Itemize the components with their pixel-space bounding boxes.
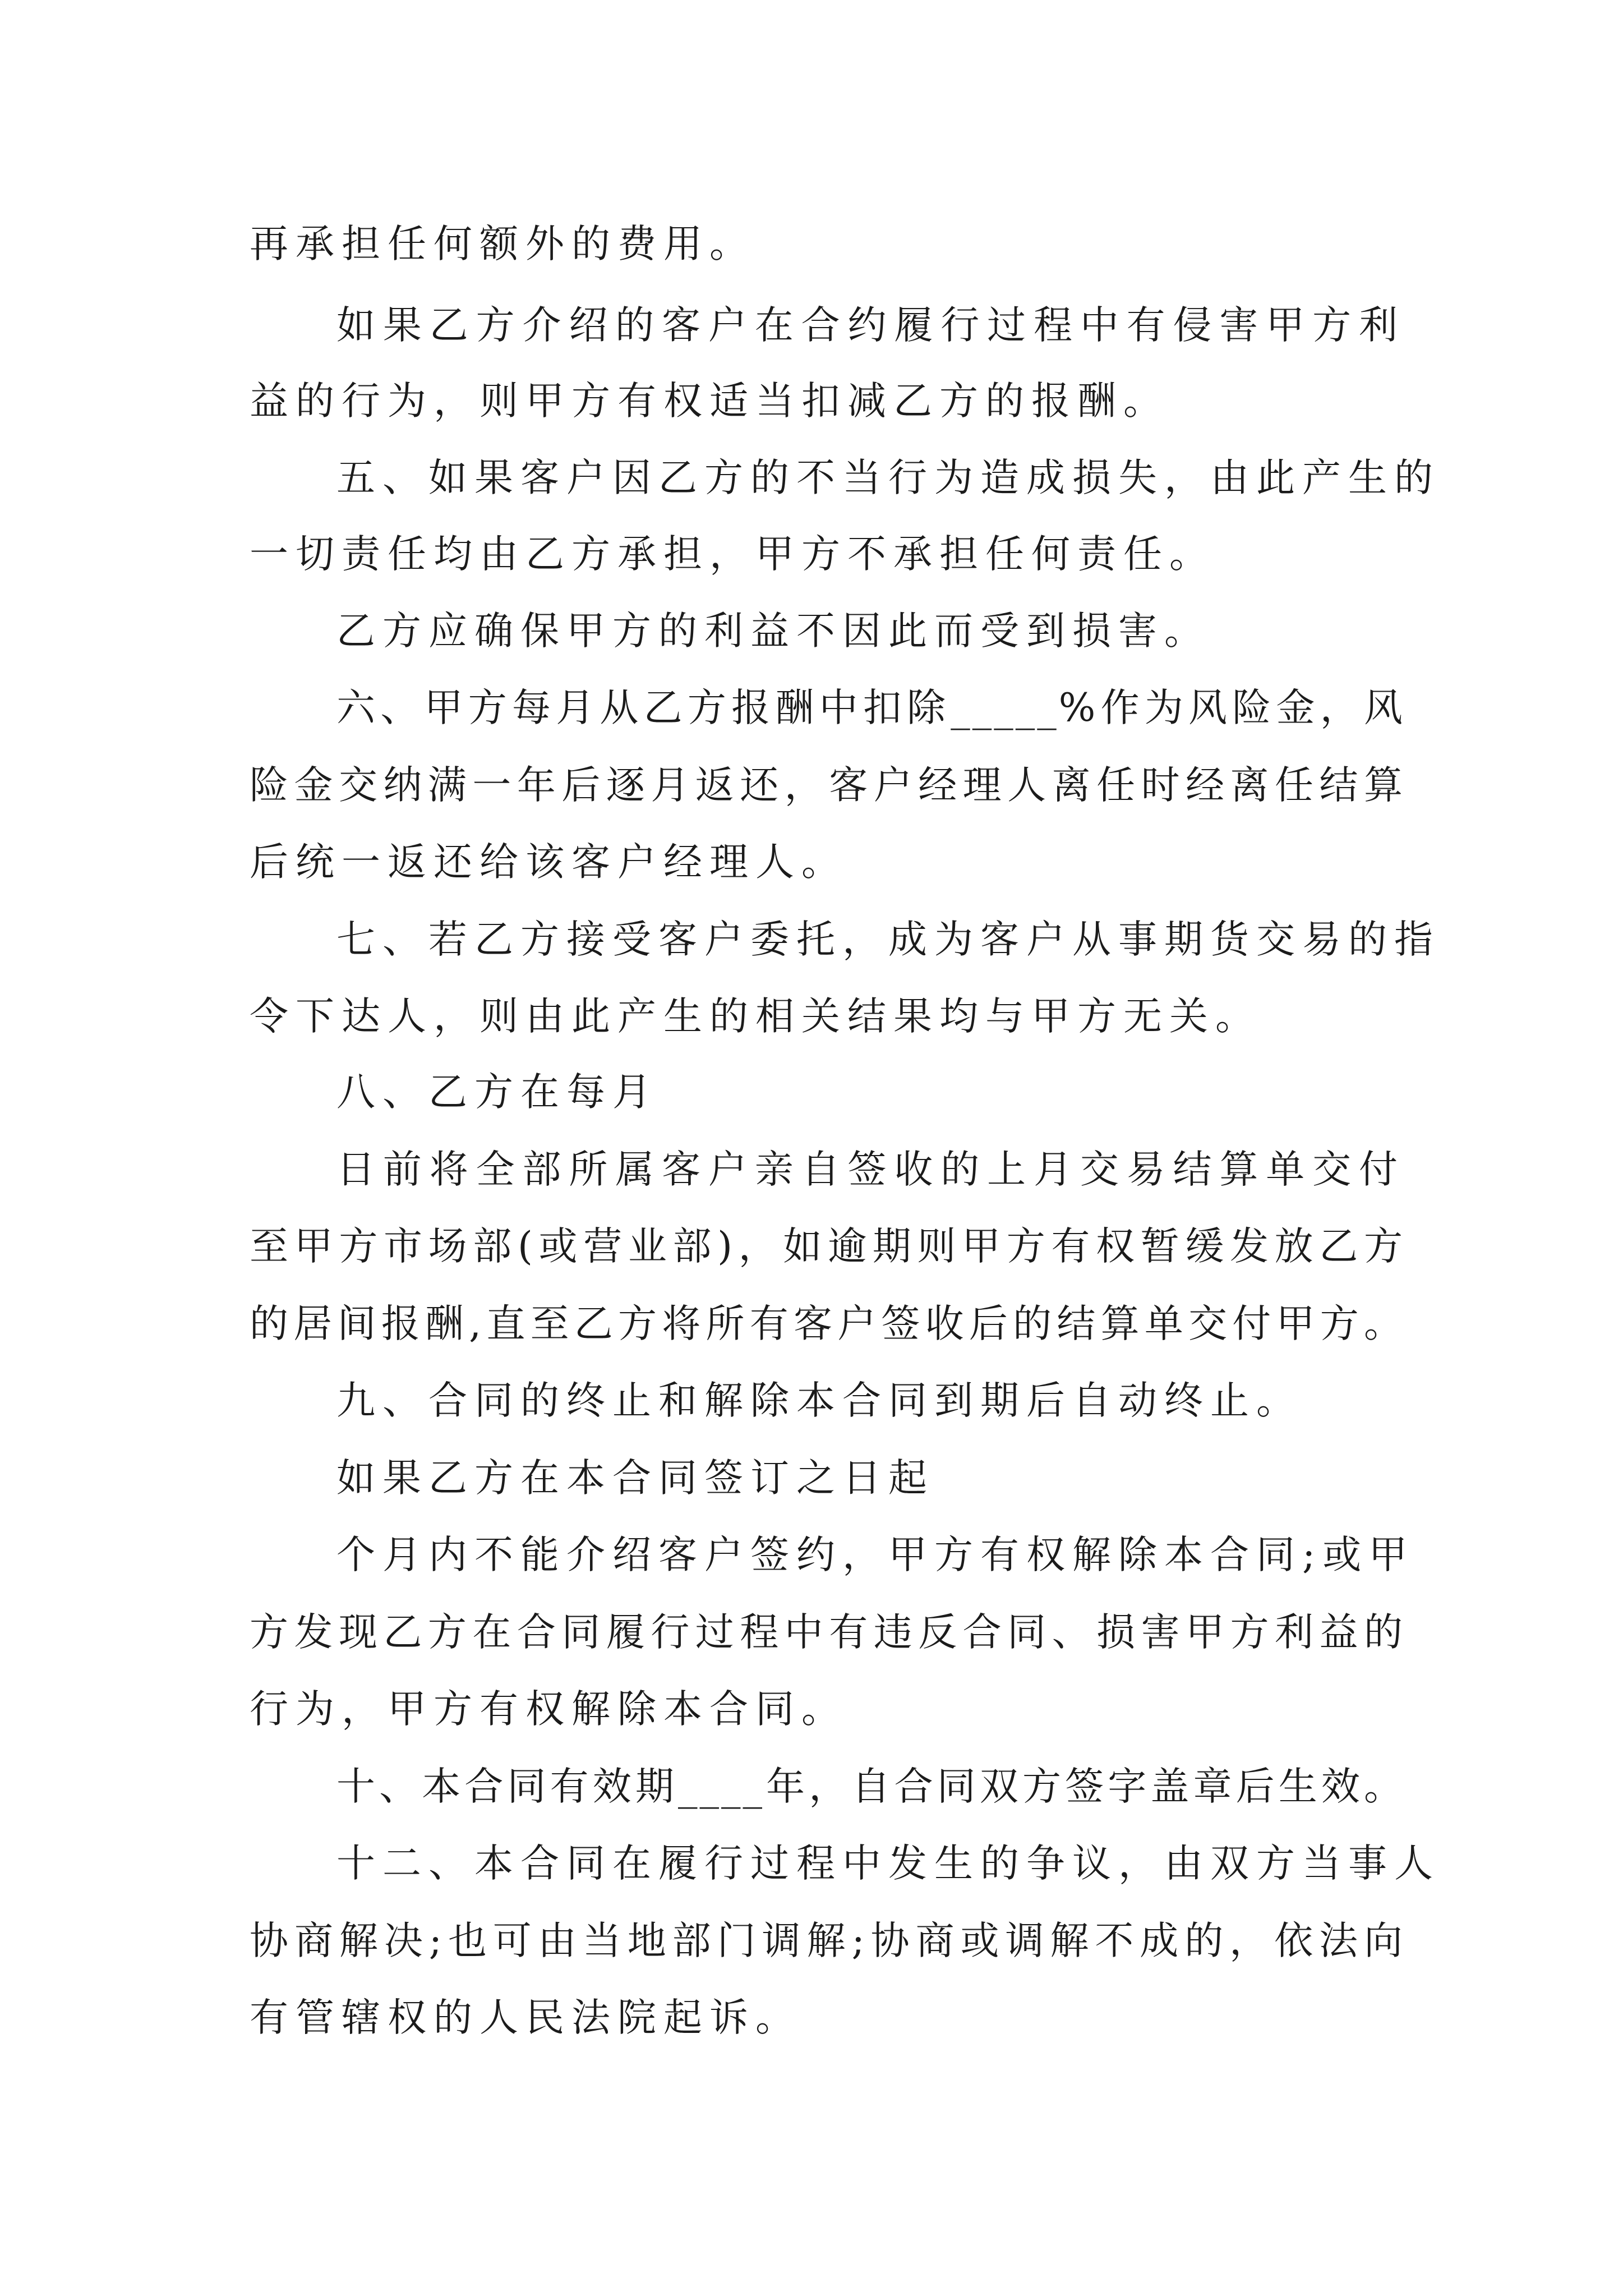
paragraph-first-line: 个月内不能介绍客户签约，甲方有权解除本合同;或甲: [336, 1533, 1415, 1577]
text-line: 再承担任何额外的费用。: [250, 222, 755, 266]
text-line: 行为，甲方有权解除本合同。: [250, 1687, 847, 1732]
clause-six: 六、甲方每月从乙方报酬中扣除_____%作为风险金，风: [336, 685, 1405, 730]
text-line: 令下达人，则由此产生的相关结果均与甲方无关。: [250, 994, 1261, 1039]
text-line: 有管辖权的人民法院起诉。: [250, 1995, 801, 2040]
paragraph-first-line: 日前将全部所属客户亲自签收的上月交易结算单交付: [336, 1147, 1405, 1192]
text-line: 至甲方市场部(或营业部)，如逾期则甲方有权暂缓发放乙方: [250, 1224, 1405, 1269]
text-line: 后统一返还给该客户经理人。: [250, 840, 847, 885]
clause-ten: 十、本合同有效期____年，自合同双方签字盖章后生效。: [336, 1764, 1405, 1809]
paragraph-first-line: 如果乙方在本合同签订之日起: [336, 1456, 934, 1501]
text-line: 一切责任均由乙方承担，甲方不承担任何责任。: [250, 532, 1215, 577]
text-line: 协商解决;也可由当地部门调解;协商或调解不成的，依法向: [250, 1918, 1405, 1963]
clause-twelve: 十二、本合同在履行过程中发生的争议，由双方当事人: [336, 1841, 1440, 1886]
paragraph-first-line: 如果乙方介绍的客户在合约履行过程中有侵害甲方利: [336, 303, 1405, 348]
text-line: 方发现乙方在合同履行过程中有违反合同、损害甲方利益的: [250, 1610, 1405, 1655]
clause-seven: 七、若乙方接受客户委托，成为客户从事期货交易的指: [336, 917, 1440, 962]
text-line: 益的行为，则甲方有权适当扣减乙方的报酬。: [250, 379, 1169, 424]
text-line: 险金交纳满一年后逐月返还，客户经理人离任时经离任结算: [250, 763, 1405, 808]
paragraph-first-line: 乙方应确保甲方的利益不因此而受到损害。: [336, 609, 1210, 654]
clause-eight: 八、乙方在每月: [336, 1070, 658, 1115]
clause-nine: 九、合同的终止和解除本合同到期后自动终止。: [336, 1378, 1302, 1423]
clause-five: 五、如果客户因乙方的不当行为造成损失，由此产生的: [336, 455, 1440, 500]
text-line: 的居间报酬,直至乙方将所有客户签收后的结算单交付甲方。: [250, 1301, 1405, 1346]
